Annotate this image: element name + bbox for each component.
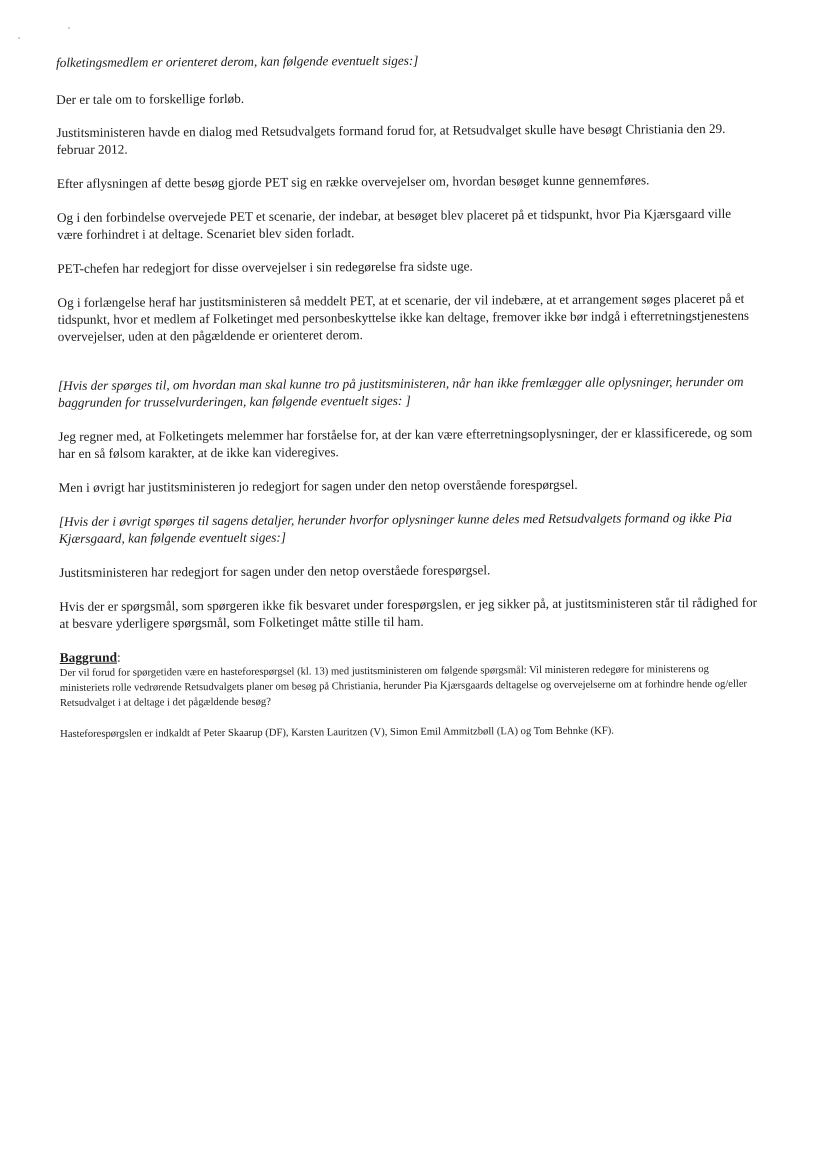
paragraph-dialog: Justitsministeren havde en dialog med Retsudvalgets formand forud for, at Retsudvalget skulle have besøgt Christiania den 29. februar 2012. [56, 120, 726, 157]
intro-fragment: folketingsmedlem er orienteret derom, kan følgende eventuelt siges:] [56, 52, 419, 70]
question-note-details: [Hvis der i øvrigt spørges til sagens detaljer, herunder hvorfor oplysninger kunne deles med Retsudvalgets formand og ikke Pia Kjærsgaard, kan følgende eventuelt siges:] [58, 509, 732, 546]
paragraph-scenario: Og i den forbindelse overvejede PET et scenarie, der indebar, at besøget blev placeret på et tidspunkt, hvor Pia Kjærsgaard ville være forhindret i at deltage. Scenariet blev siden forladt. [56, 205, 732, 242]
paragraph-accounted: Justitsministeren har redegjort for sagen under den netop overståede forespørgsel. [59, 562, 491, 580]
background-text: Der vil forud for spørgetiden være en hasteforespørgsel (kl. 13) med justitsministeren om følgende spørgsmål: Vil ministeren redegøre for ministerens og ministeriets rolle vedrørende Retsudvalgets planer om besøg på Christiania, herunder Pia Kjærsgaards deltagelse og overvejelserne om at forhindre hende og/eller Retsudvalget i at deltage i det pågældende besøg? [59, 664, 748, 709]
paragraph-pet-report: PET-chefen har redegjort for disse overvejelser i sin redegørelse fra sidste uge. [57, 258, 473, 276]
background-note: Hasteforespørgslen er indkaldt af Peter Skaarup (DF), Karsten Lauritzen (V), Simon Emil Ammitzbøll (LA) og Tom Behnke (KF). [60, 725, 614, 740]
paragraph-two-processes: Der er tale om to forskellige forløb. [56, 90, 245, 107]
paragraph-instruction: Og i forlængelse heraf har justitsministeren så meddelt PET, at et scenarie, der vil indebære, at et arrangement søges placeret på et tidspunkt, hvor et medlem af Folketinget med personbeskyttelse ikke kan deltage, fremover ikke bør indgå i efterretningstjenestens overvejelser, uden at den pågældende er orienteret derom. [57, 290, 750, 344]
scan-speck [68, 27, 70, 29]
background-section [60, 646, 761, 742]
question-note-trust: [Hvis der spørges til, om hvordan man skal kunne tro på justitsministeren, når han ikke fremlægger alle oplysninger, herunder om baggrunden for trusselvurderingen, kan følgende eventuelt siges: ] [57, 373, 744, 410]
scan-speck [18, 37, 20, 39]
paragraph-cancellation: Efter aflysningen af dette besøg gjorde PET sig en række overvejelser om, hvordan besøget kunne gennemføres. [56, 172, 650, 191]
paragraph-classified: Jeg regner med, at Folketingets melemmer har forståelse for, at der kan være efterretningsoplysninger, der er klassificerede, og som har en så følsom karakter, at de ikke kan videregives. [58, 424, 753, 461]
background-heading-colon: : [116, 649, 121, 665]
paragraph-questions: Hvis der er spørgsmål, som spørgeren ikke fik besvaret under forespørgslen, er jeg sikker på, at justitsministeren står til rådighed for at besvare yderligere spørgsmål, som Folketinget måtte stille til ham. [59, 594, 758, 631]
document-page [56, 50, 760, 742]
background-heading: Baggrund [59, 649, 118, 665]
paragraph-inquiry: Men i øvrigt har justitsministeren jo redegjort for sagen under den netop overstående forespørgsel. [58, 476, 578, 495]
